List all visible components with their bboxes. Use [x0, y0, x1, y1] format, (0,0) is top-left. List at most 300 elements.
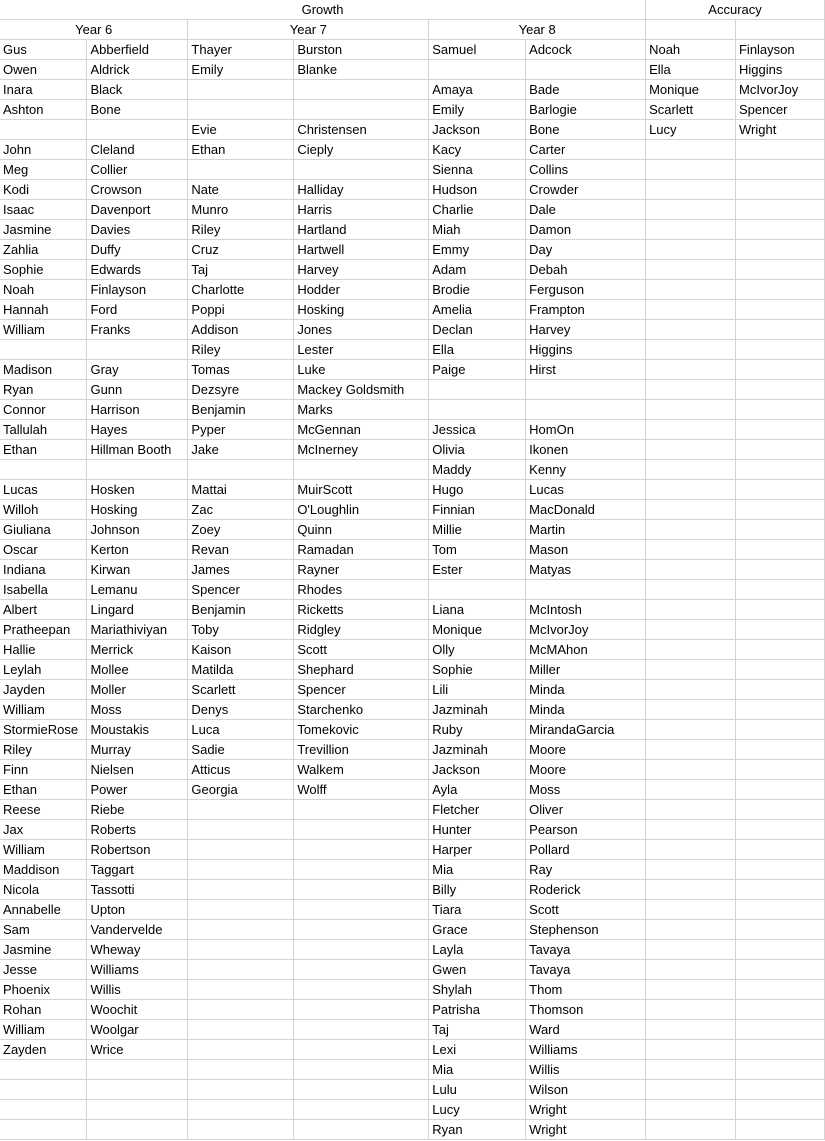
year7-first-name-cell[interactable]: James [188, 560, 294, 580]
year7-last-name-cell[interactable] [294, 860, 429, 880]
year8-first-name-cell[interactable]: Adam [429, 260, 526, 280]
year7-first-name-cell[interactable]: Scarlett [188, 680, 294, 700]
year7-first-name-cell[interactable]: Denys [188, 700, 294, 720]
accuracy-last-name-cell[interactable] [735, 280, 824, 300]
year6-first-name-cell[interactable]: Ethan [0, 440, 87, 460]
year6-first-name-cell[interactable]: Albert [0, 600, 87, 620]
year6-first-name-cell[interactable]: Rohan [0, 1000, 87, 1020]
accuracy-last-name-cell[interactable] [735, 1040, 824, 1060]
cell[interactable] [646, 20, 736, 40]
year7-last-name-cell[interactable] [294, 940, 429, 960]
accuracy-last-name-cell[interactable] [735, 860, 824, 880]
year8-last-name-cell[interactable]: Oliver [526, 800, 646, 820]
year8-first-name-cell[interactable] [429, 580, 526, 600]
year7-first-name-cell[interactable] [188, 840, 294, 860]
accuracy-first-name-cell[interactable] [646, 160, 736, 180]
year6-first-name-cell[interactable] [0, 1060, 87, 1080]
accuracy-last-name-cell[interactable] [735, 1100, 824, 1120]
year8-last-name-cell[interactable]: Wilson [526, 1080, 646, 1100]
year7-first-name-cell[interactable]: Spencer [188, 580, 294, 600]
year8-last-name-cell[interactable]: Tavaya [526, 940, 646, 960]
accuracy-first-name-cell[interactable] [646, 940, 736, 960]
year8-first-name-cell[interactable] [429, 60, 526, 80]
year8-first-name-cell[interactable]: Millie [429, 520, 526, 540]
accuracy-first-name-cell[interactable]: Monique [646, 80, 736, 100]
accuracy-last-name-cell[interactable]: Higgins [735, 60, 824, 80]
year6-first-name-cell[interactable]: Finn [0, 760, 87, 780]
year6-first-name-cell[interactable]: Hallie [0, 640, 87, 660]
accuracy-last-name-cell[interactable]: Wright [735, 120, 824, 140]
year6-last-name-cell[interactable]: Kirwan [87, 560, 188, 580]
year7-first-name-cell[interactable]: Zoey [188, 520, 294, 540]
year7-last-name-cell[interactable] [294, 1100, 429, 1120]
year6-last-name-cell[interactable]: Moller [87, 680, 188, 700]
year8-first-name-cell[interactable]: Gwen [429, 960, 526, 980]
accuracy-last-name-cell[interactable]: Finlayson [735, 40, 824, 60]
accuracy-last-name-cell[interactable] [735, 160, 824, 180]
accuracy-first-name-cell[interactable] [646, 820, 736, 840]
year7-last-name-cell[interactable]: MuirScott [294, 480, 429, 500]
year7-last-name-cell[interactable]: Christensen [294, 120, 429, 140]
year7-last-name-cell[interactable] [294, 820, 429, 840]
year6-last-name-cell[interactable]: Gray [87, 360, 188, 380]
year8-first-name-cell[interactable]: Emily [429, 100, 526, 120]
year7-last-name-cell[interactable] [294, 840, 429, 860]
year7-first-name-cell[interactable]: Mattai [188, 480, 294, 500]
year8-first-name-cell[interactable]: Jackson [429, 760, 526, 780]
year6-last-name-cell[interactable]: Hosken [87, 480, 188, 500]
year8-last-name-cell[interactable]: Stephenson [526, 920, 646, 940]
year8-last-name-cell[interactable]: Adcock [526, 40, 646, 60]
year8-last-name-cell[interactable]: Pearson [526, 820, 646, 840]
year7-last-name-cell[interactable]: Harris [294, 200, 429, 220]
year8-first-name-cell[interactable]: Samuel [429, 40, 526, 60]
year6-last-name-cell[interactable]: Aldrick [87, 60, 188, 80]
accuracy-last-name-cell[interactable] [735, 560, 824, 580]
year6-last-name-cell[interactable]: Tassotti [87, 880, 188, 900]
year6-last-name-cell[interactable]: Bone [87, 100, 188, 120]
year7-last-name-cell[interactable] [294, 1120, 429, 1140]
accuracy-first-name-cell[interactable] [646, 620, 736, 640]
year7-last-name-cell[interactable]: Rhodes [294, 580, 429, 600]
year7-last-name-cell[interactable]: Scott [294, 640, 429, 660]
year8-first-name-cell[interactable]: Tiara [429, 900, 526, 920]
accuracy-last-name-cell[interactable] [735, 660, 824, 680]
accuracy-last-name-cell[interactable] [735, 1080, 824, 1100]
year7-last-name-cell[interactable]: Wolff [294, 780, 429, 800]
year8-first-name-cell[interactable]: Mia [429, 860, 526, 880]
year6-last-name-cell[interactable]: Lemanu [87, 580, 188, 600]
year7-last-name-cell[interactable]: Hartwell [294, 240, 429, 260]
year6-first-name-cell[interactable]: Sam [0, 920, 87, 940]
year7-last-name-cell[interactable] [294, 1000, 429, 1020]
year8-last-name-cell[interactable]: Bade [526, 80, 646, 100]
year8-last-name-cell[interactable]: Ferguson [526, 280, 646, 300]
year6-last-name-cell[interactable]: Black [87, 80, 188, 100]
year6-last-name-cell[interactable]: Hillman Booth [87, 440, 188, 460]
accuracy-last-name-cell[interactable] [735, 1120, 824, 1140]
accuracy-first-name-cell[interactable] [646, 240, 736, 260]
accuracy-last-name-cell[interactable] [735, 600, 824, 620]
year7-first-name-cell[interactable]: Taj [188, 260, 294, 280]
year6-last-name-cell[interactable]: Mollee [87, 660, 188, 680]
accuracy-first-name-cell[interactable] [646, 1080, 736, 1100]
accuracy-last-name-cell[interactable] [735, 520, 824, 540]
accuracy-first-name-cell[interactable] [646, 720, 736, 740]
year6-last-name-cell[interactable]: Robertson [87, 840, 188, 860]
accuracy-first-name-cell[interactable] [646, 220, 736, 240]
year8-last-name-cell[interactable]: Dale [526, 200, 646, 220]
accuracy-first-name-cell[interactable] [646, 640, 736, 660]
growth-header[interactable]: Growth [0, 0, 646, 20]
year8-first-name-cell[interactable]: Lucy [429, 1100, 526, 1120]
accuracy-first-name-cell[interactable] [646, 320, 736, 340]
year8-last-name-cell[interactable]: Mason [526, 540, 646, 560]
accuracy-last-name-cell[interactable] [735, 460, 824, 480]
year6-first-name-cell[interactable]: Maddison [0, 860, 87, 880]
year8-last-name-cell[interactable]: HomOn [526, 420, 646, 440]
year8-last-name-cell[interactable]: Harvey [526, 320, 646, 340]
year8-first-name-cell[interactable]: Charlie [429, 200, 526, 220]
accuracy-first-name-cell[interactable]: Ella [646, 60, 736, 80]
accuracy-last-name-cell[interactable] [735, 540, 824, 560]
year7-last-name-cell[interactable]: Hodder [294, 280, 429, 300]
year8-first-name-cell[interactable]: Tom [429, 540, 526, 560]
year8-first-name-cell[interactable]: Sophie [429, 660, 526, 680]
year6-last-name-cell[interactable]: Johnson [87, 520, 188, 540]
accuracy-first-name-cell[interactable] [646, 180, 736, 200]
year6-first-name-cell[interactable] [0, 120, 87, 140]
year7-last-name-cell[interactable]: Harvey [294, 260, 429, 280]
year7-first-name-cell[interactable]: Sadie [188, 740, 294, 760]
accuracy-last-name-cell[interactable] [735, 640, 824, 660]
year8-first-name-cell[interactable]: Hunter [429, 820, 526, 840]
accuracy-first-name-cell[interactable] [646, 980, 736, 1000]
year6-last-name-cell[interactable]: Hayes [87, 420, 188, 440]
year8-last-name-cell[interactable]: Kenny [526, 460, 646, 480]
year6-first-name-cell[interactable]: StormieRose [0, 720, 87, 740]
year8-first-name-cell[interactable]: Ryan [429, 1120, 526, 1140]
year6-last-name-cell[interactable]: Lingard [87, 600, 188, 620]
year7-first-name-cell[interactable] [188, 960, 294, 980]
year8-last-name-cell[interactable]: Barlogie [526, 100, 646, 120]
accuracy-first-name-cell[interactable] [646, 260, 736, 280]
year7-first-name-cell[interactable]: Matilda [188, 660, 294, 680]
year6-first-name-cell[interactable]: Nicola [0, 880, 87, 900]
year7-last-name-cell[interactable]: Spencer [294, 680, 429, 700]
year8-last-name-cell[interactable]: Crowder [526, 180, 646, 200]
year8-first-name-cell[interactable]: Paige [429, 360, 526, 380]
accuracy-first-name-cell[interactable]: Lucy [646, 120, 736, 140]
year6-last-name-cell[interactable]: Cleland [87, 140, 188, 160]
accuracy-last-name-cell[interactable] [735, 200, 824, 220]
accuracy-last-name-cell[interactable] [735, 320, 824, 340]
year7-last-name-cell[interactable]: Blanke [294, 60, 429, 80]
year7-first-name-cell[interactable]: Zac [188, 500, 294, 520]
year6-first-name-cell[interactable] [0, 460, 87, 480]
year8-first-name-cell[interactable]: Lulu [429, 1080, 526, 1100]
year6-last-name-cell[interactable] [87, 1060, 188, 1080]
accuracy-first-name-cell[interactable] [646, 360, 736, 380]
year7-first-name-cell[interactable] [188, 1020, 294, 1040]
year8-last-name-cell[interactable]: Moore [526, 760, 646, 780]
year6-first-name-cell[interactable]: Owen [0, 60, 87, 80]
accuracy-first-name-cell[interactable] [646, 580, 736, 600]
year7-last-name-cell[interactable]: Rayner [294, 560, 429, 580]
year8-last-name-cell[interactable]: Scott [526, 900, 646, 920]
year8-first-name-cell[interactable]: Ayla [429, 780, 526, 800]
year7-first-name-cell[interactable]: Riley [188, 220, 294, 240]
year8-last-name-cell[interactable]: Lucas [526, 480, 646, 500]
year6-last-name-cell[interactable]: Abberfield [87, 40, 188, 60]
year7-last-name-cell[interactable] [294, 920, 429, 940]
accuracy-last-name-cell[interactable] [735, 260, 824, 280]
year7-last-name-cell[interactable]: Tomekovic [294, 720, 429, 740]
year6-first-name-cell[interactable]: Ethan [0, 780, 87, 800]
year8-first-name-cell[interactable]: Ester [429, 560, 526, 580]
year8-first-name-cell[interactable]: Lexi [429, 1040, 526, 1060]
year8-last-name-cell[interactable]: Collins [526, 160, 646, 180]
accuracy-first-name-cell[interactable] [646, 460, 736, 480]
year6-first-name-cell[interactable]: William [0, 840, 87, 860]
accuracy-last-name-cell[interactable] [735, 900, 824, 920]
year7-first-name-cell[interactable]: Luca [188, 720, 294, 740]
year8-last-name-cell[interactable]: Ray [526, 860, 646, 880]
year8-first-name-cell[interactable]: Olly [429, 640, 526, 660]
year7-first-name-cell[interactable]: Benjamin [188, 400, 294, 420]
year6-first-name-cell[interactable]: Isabella [0, 580, 87, 600]
year8-first-name-cell[interactable]: Kacy [429, 140, 526, 160]
year7-first-name-cell[interactable]: Dezsyre [188, 380, 294, 400]
year6-last-name-cell[interactable]: Davies [87, 220, 188, 240]
year8-last-name-cell[interactable]: Carter [526, 140, 646, 160]
year7-last-name-cell[interactable]: Lester [294, 340, 429, 360]
year8-last-name-cell[interactable]: Roderick [526, 880, 646, 900]
year8-last-name-cell[interactable]: Hirst [526, 360, 646, 380]
accuracy-last-name-cell[interactable] [735, 840, 824, 860]
year8-last-name-cell[interactable]: Frampton [526, 300, 646, 320]
accuracy-last-name-cell[interactable] [735, 820, 824, 840]
accuracy-last-name-cell[interactable] [735, 800, 824, 820]
year6-last-name-cell[interactable]: Power [87, 780, 188, 800]
accuracy-last-name-cell[interactable] [735, 880, 824, 900]
year6-last-name-cell[interactable]: Harrison [87, 400, 188, 420]
year6-last-name-cell[interactable]: Edwards [87, 260, 188, 280]
accuracy-first-name-cell[interactable] [646, 1000, 736, 1020]
accuracy-first-name-cell[interactable] [646, 280, 736, 300]
year6-first-name-cell[interactable] [0, 340, 87, 360]
accuracy-last-name-cell[interactable] [735, 940, 824, 960]
year6-last-name-cell[interactable]: Davenport [87, 200, 188, 220]
year6-first-name-cell[interactable]: William [0, 1020, 87, 1040]
year7-first-name-cell[interactable]: Tomas [188, 360, 294, 380]
year6-first-name-cell[interactable]: Gus [0, 40, 87, 60]
year6-first-name-cell[interactable]: John [0, 140, 87, 160]
year6-first-name-cell[interactable]: Willoh [0, 500, 87, 520]
year8-last-name-cell[interactable]: Debah [526, 260, 646, 280]
year6-first-name-cell[interactable]: Zahlia [0, 240, 87, 260]
year8-first-name-cell[interactable]: Amaya [429, 80, 526, 100]
year6-first-name-cell[interactable]: Annabelle [0, 900, 87, 920]
year7-last-name-cell[interactable] [294, 1060, 429, 1080]
year7-first-name-cell[interactable] [188, 920, 294, 940]
year6-last-name-cell[interactable]: Riebe [87, 800, 188, 820]
year7-first-name-cell[interactable]: Cruz [188, 240, 294, 260]
year8-first-name-cell[interactable] [429, 380, 526, 400]
year8-first-name-cell[interactable]: Jazminah [429, 740, 526, 760]
year8-first-name-cell[interactable]: Emmy [429, 240, 526, 260]
year6-last-name-cell[interactable]: Collier [87, 160, 188, 180]
year7-last-name-cell[interactable] [294, 1040, 429, 1060]
year6-last-name-cell[interactable]: Woochit [87, 1000, 188, 1020]
accuracy-first-name-cell[interactable] [646, 760, 736, 780]
year8-first-name-cell[interactable]: Taj [429, 1020, 526, 1040]
year7-last-name-cell[interactable]: Jones [294, 320, 429, 340]
year7-header[interactable]: Year 7 [188, 20, 429, 40]
year8-last-name-cell[interactable]: Moore [526, 740, 646, 760]
accuracy-last-name-cell[interactable] [735, 480, 824, 500]
accuracy-last-name-cell[interactable] [735, 340, 824, 360]
accuracy-first-name-cell[interactable] [646, 140, 736, 160]
year7-first-name-cell[interactable] [188, 1040, 294, 1060]
accuracy-last-name-cell[interactable] [735, 420, 824, 440]
accuracy-first-name-cell[interactable] [646, 900, 736, 920]
year7-last-name-cell[interactable] [294, 160, 429, 180]
year7-last-name-cell[interactable]: McInerney [294, 440, 429, 460]
accuracy-first-name-cell[interactable]: Scarlett [646, 100, 736, 120]
accuracy-last-name-cell[interactable] [735, 440, 824, 460]
accuracy-first-name-cell[interactable] [646, 400, 736, 420]
year6-last-name-cell[interactable]: Hosking [87, 500, 188, 520]
year7-last-name-cell[interactable]: Marks [294, 400, 429, 420]
year7-first-name-cell[interactable]: Charlotte [188, 280, 294, 300]
year7-last-name-cell[interactable]: Ricketts [294, 600, 429, 620]
year8-last-name-cell[interactable]: McIntosh [526, 600, 646, 620]
accuracy-last-name-cell[interactable] [735, 180, 824, 200]
year6-first-name-cell[interactable]: Kodi [0, 180, 87, 200]
accuracy-first-name-cell[interactable] [646, 880, 736, 900]
year6-first-name-cell[interactable]: Zayden [0, 1040, 87, 1060]
accuracy-last-name-cell[interactable] [735, 680, 824, 700]
accuracy-last-name-cell[interactable]: McIvorJoy [735, 80, 824, 100]
year7-last-name-cell[interactable]: O'Loughlin [294, 500, 429, 520]
year7-first-name-cell[interactable] [188, 1100, 294, 1120]
year7-first-name-cell[interactable] [188, 1120, 294, 1140]
year7-first-name-cell[interactable]: Munro [188, 200, 294, 220]
year8-last-name-cell[interactable]: Matyas [526, 560, 646, 580]
year6-last-name-cell[interactable]: Franks [87, 320, 188, 340]
accuracy-first-name-cell[interactable] [646, 740, 736, 760]
year7-first-name-cell[interactable] [188, 860, 294, 880]
year6-last-name-cell[interactable]: Williams [87, 960, 188, 980]
year6-first-name-cell[interactable] [0, 1100, 87, 1120]
year6-first-name-cell[interactable]: Sophie [0, 260, 87, 280]
year7-first-name-cell[interactable] [188, 100, 294, 120]
year6-first-name-cell[interactable]: Riley [0, 740, 87, 760]
year6-last-name-cell[interactable]: Upton [87, 900, 188, 920]
year7-first-name-cell[interactable] [188, 1060, 294, 1080]
year8-first-name-cell[interactable]: Mia [429, 1060, 526, 1080]
year8-last-name-cell[interactable]: Willis [526, 1060, 646, 1080]
year7-first-name-cell[interactable]: Kaison [188, 640, 294, 660]
accuracy-last-name-cell[interactable] [735, 240, 824, 260]
year8-first-name-cell[interactable]: Shylah [429, 980, 526, 1000]
year8-first-name-cell[interactable]: Fletcher [429, 800, 526, 820]
year7-first-name-cell[interactable]: Emily [188, 60, 294, 80]
year8-first-name-cell[interactable]: Amelia [429, 300, 526, 320]
year6-last-name-cell[interactable]: Wheway [87, 940, 188, 960]
accuracy-last-name-cell[interactable] [735, 620, 824, 640]
accuracy-first-name-cell[interactable] [646, 300, 736, 320]
year8-last-name-cell[interactable]: McMAhon [526, 640, 646, 660]
year8-first-name-cell[interactable]: Declan [429, 320, 526, 340]
year8-first-name-cell[interactable]: Grace [429, 920, 526, 940]
year6-first-name-cell[interactable]: Hannah [0, 300, 87, 320]
year8-last-name-cell[interactable]: Wright [526, 1120, 646, 1140]
year7-last-name-cell[interactable] [294, 460, 429, 480]
year6-first-name-cell[interactable]: Oscar [0, 540, 87, 560]
year6-first-name-cell[interactable]: Giuliana [0, 520, 87, 540]
year6-first-name-cell[interactable]: Ashton [0, 100, 87, 120]
accuracy-first-name-cell[interactable] [646, 1020, 736, 1040]
accuracy-first-name-cell[interactable] [646, 920, 736, 940]
year8-last-name-cell[interactable]: Day [526, 240, 646, 260]
year7-first-name-cell[interactable]: Jake [188, 440, 294, 460]
year7-first-name-cell[interactable]: Toby [188, 620, 294, 640]
year6-first-name-cell[interactable]: Reese [0, 800, 87, 820]
year8-last-name-cell[interactable] [526, 580, 646, 600]
accuracy-last-name-cell[interactable] [735, 500, 824, 520]
year8-first-name-cell[interactable]: Brodie [429, 280, 526, 300]
year8-last-name-cell[interactable]: Martin [526, 520, 646, 540]
year8-first-name-cell[interactable]: Jazminah [429, 700, 526, 720]
year6-first-name-cell[interactable] [0, 1080, 87, 1100]
accuracy-first-name-cell[interactable] [646, 960, 736, 980]
year6-last-name-cell[interactable] [87, 1100, 188, 1120]
accuracy-first-name-cell[interactable] [646, 420, 736, 440]
year8-first-name-cell[interactable]: Maddy [429, 460, 526, 480]
year6-first-name-cell[interactable]: Jesse [0, 960, 87, 980]
year6-last-name-cell[interactable]: Wrice [87, 1040, 188, 1060]
year7-last-name-cell[interactable]: Hartland [294, 220, 429, 240]
year7-first-name-cell[interactable] [188, 460, 294, 480]
year7-first-name-cell[interactable] [188, 1080, 294, 1100]
year7-first-name-cell[interactable] [188, 900, 294, 920]
year6-first-name-cell[interactable]: Madison [0, 360, 87, 380]
year6-first-name-cell[interactable]: Ryan [0, 380, 87, 400]
year6-last-name-cell[interactable]: Merrick [87, 640, 188, 660]
accuracy-last-name-cell[interactable] [735, 960, 824, 980]
year6-last-name-cell[interactable]: Vandervelde [87, 920, 188, 940]
year7-first-name-cell[interactable] [188, 80, 294, 100]
accuracy-last-name-cell[interactable] [735, 300, 824, 320]
year7-first-name-cell[interactable] [188, 980, 294, 1000]
accuracy-first-name-cell[interactable] [646, 1040, 736, 1060]
year6-first-name-cell[interactable]: Indiana [0, 560, 87, 580]
year7-last-name-cell[interactable]: McGennan [294, 420, 429, 440]
year6-last-name-cell[interactable] [87, 460, 188, 480]
accuracy-first-name-cell[interactable] [646, 1060, 736, 1080]
year6-last-name-cell[interactable]: Taggart [87, 860, 188, 880]
year7-last-name-cell[interactable] [294, 1080, 429, 1100]
year7-first-name-cell[interactable]: Ethan [188, 140, 294, 160]
year7-first-name-cell[interactable]: Nate [188, 180, 294, 200]
year8-header[interactable]: Year 8 [429, 20, 646, 40]
accuracy-first-name-cell[interactable] [646, 560, 736, 580]
year8-last-name-cell[interactable]: Moss [526, 780, 646, 800]
year7-first-name-cell[interactable] [188, 800, 294, 820]
accuracy-first-name-cell[interactable] [646, 520, 736, 540]
